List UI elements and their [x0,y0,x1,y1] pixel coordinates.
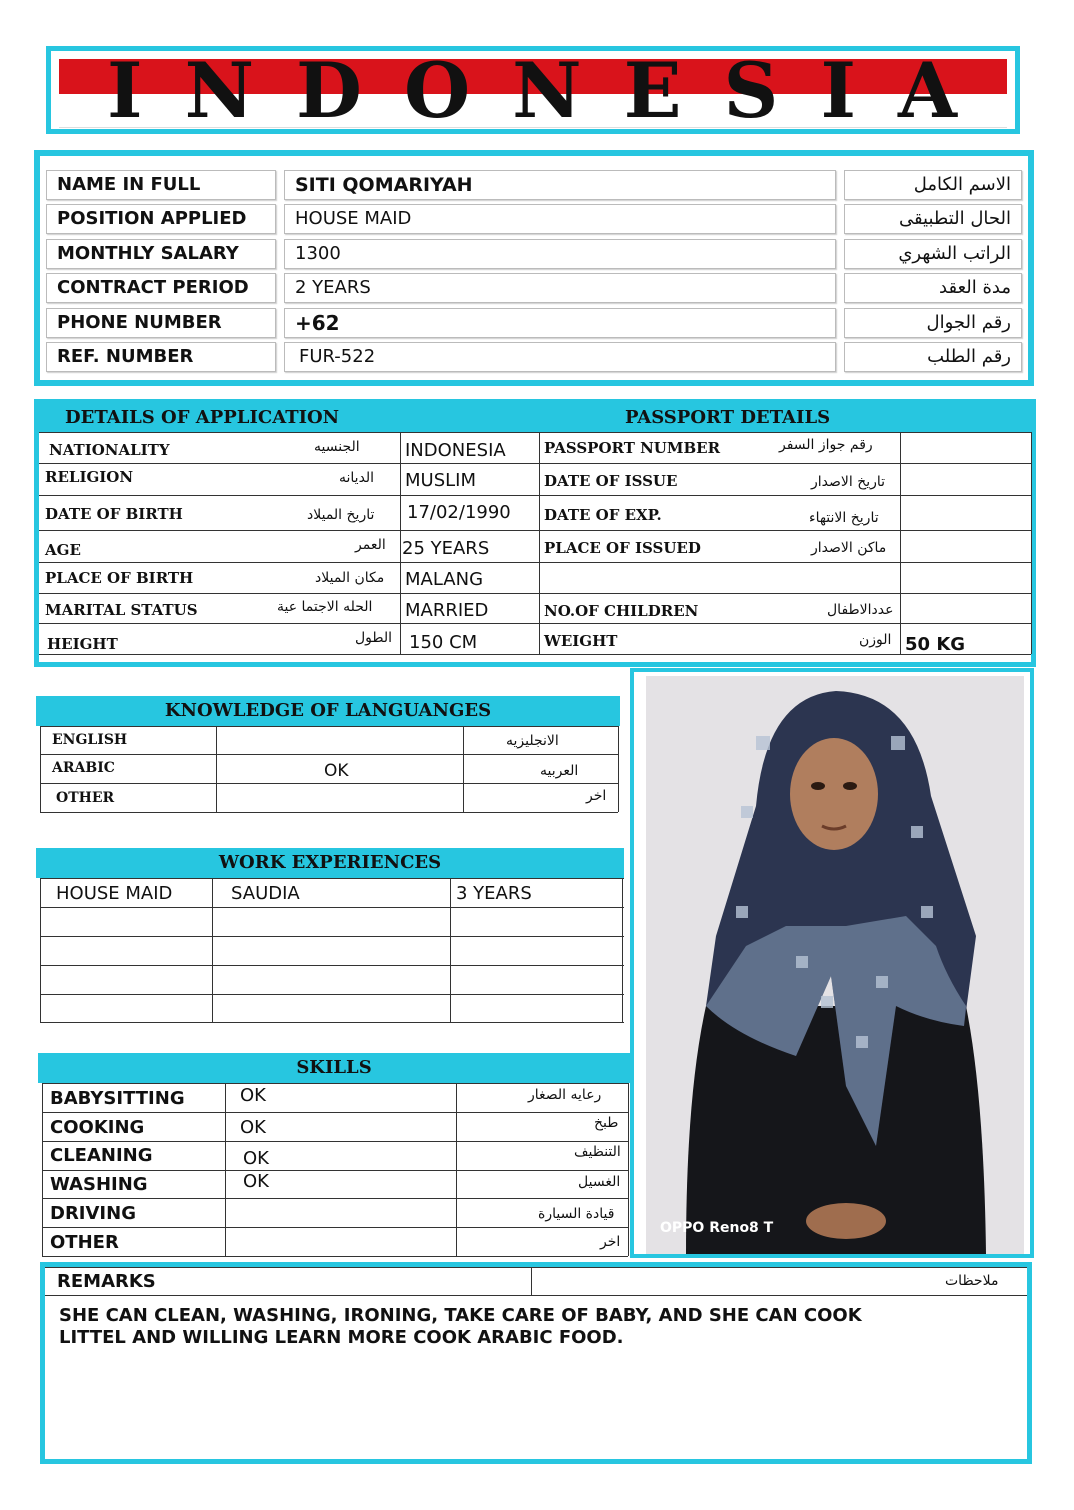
grid-line [463,726,464,812]
grid-line [42,1141,628,1142]
info-arabic: الحال التطبيقى [844,204,1022,234]
detail-label: DATE OF BIRTH [45,505,183,523]
skill-label: WASHING [50,1174,148,1195]
passport-label: DATE OF ISSUE [544,472,678,490]
work-experience-table [36,848,624,1026]
skills-table [38,1053,630,1257]
skill-arabic: التنظيف [574,1144,621,1160]
language-value: OK [324,761,349,781]
personal-info-table [34,150,1034,386]
grid-line [40,994,624,995]
skill-value: OK [240,1117,266,1138]
detail-label: NATIONALITY [49,441,170,459]
language-arabic: اخر [586,788,607,804]
skill-label: OTHER [50,1232,119,1253]
info-value: SITI QOMARIYAH [284,170,836,200]
applicant-photo-illustration [646,676,1024,1254]
remarks-box [40,1262,1032,1464]
passport-label: DATE OF EXP. [544,506,662,524]
grid-line [45,1267,1027,1268]
grid-line [40,878,41,1022]
grid-line [450,878,451,1022]
country-banner [46,46,1020,134]
passport-details-title: PASSPORT DETAILS [625,407,831,428]
grid-line [400,432,401,654]
detail-arabic: الحله الاجتما عية [277,599,373,615]
skill-value: OK [240,1085,266,1106]
grid-line [456,1083,457,1256]
work-experience-title: WORK EXPERIENCES [36,848,624,878]
grid-line [40,936,624,937]
info-arabic: مدة العقد [844,273,1022,303]
detail-value: 150 CM [409,632,478,653]
details-header [39,404,1031,432]
detail-label: AGE [45,541,81,559]
skill-label: DRIVING [50,1203,136,1224]
details-table [34,399,1036,667]
passport-arabic: الوزن [859,632,892,648]
grid-line [216,726,217,812]
info-label: POSITION APPLIED [46,204,276,234]
grid-line [212,878,213,1022]
detail-label: MARITAL STATUS [45,601,198,619]
detail-value: INDONESIA [405,440,506,461]
grid-line [39,463,1031,464]
grid-line [40,726,618,727]
grid-line [1031,432,1032,654]
detail-arabic: تاريخ الميلاد [307,507,375,523]
info-value: +62 [284,308,836,338]
detail-value: MARRIED [405,600,489,621]
grid-line [42,1170,628,1171]
detail-label: HEIGHT [47,635,118,653]
grid-line [42,1227,628,1228]
detail-label: RELIGION [45,468,134,486]
grid-line [39,495,1031,496]
skills-title: SKILLS [38,1053,630,1083]
info-label: CONTRACT PERIOD [46,273,276,303]
info-row [46,170,1024,200]
passport-arabic: عددالاطفال [827,602,894,618]
grid-line [618,726,619,812]
info-label: PHONE NUMBER [46,308,276,338]
grid-line [42,1083,43,1256]
info-arabic: رقم الجوال [844,308,1022,338]
grid-line [40,878,624,879]
info-row [46,204,1024,234]
skill-label: BABYSITTING [50,1088,185,1109]
grid-line [45,1295,1027,1296]
grid-line [42,1198,628,1199]
passport-arabic: تاريخ الانتهاء [809,510,879,526]
skill-label: COOKING [50,1117,145,1138]
info-arabic: الراتب الشهري [844,239,1022,269]
info-arabic: الاسم الكامل [844,170,1022,200]
remarks-line: LITTEL AND WILLING LEARN MORE COOK ARABIC FOOD. [59,1327,624,1348]
info-label: REF. NUMBER [46,342,276,372]
grid-line [39,530,1031,531]
grid-line [40,754,618,755]
camera-watermark: OPPO Reno8 T [660,1220,774,1236]
info-arabic: رقم الطلب [844,342,1022,372]
application-details-title: DETAILS OF APPLICATION [65,407,340,428]
grid-line [40,965,624,966]
info-value: 2 YEARS [284,273,836,303]
grid-line [39,593,1031,594]
info-row [46,273,1024,303]
grid-line [900,432,901,654]
language-arabic: الانجليزيه [506,733,559,749]
grid-line [40,1022,624,1023]
info-value: 1300 [284,239,836,269]
language-label: OTHER [56,790,115,806]
skill-value: OK [243,1171,269,1192]
language-arabic: العربيه [540,763,579,779]
passport-arabic: رقم جواز السفر [779,437,873,453]
detail-arabic: العمر [355,537,386,553]
info-row [46,239,1024,269]
grid-line [39,623,1031,624]
skill-arabic: اخر [600,1234,621,1250]
photo-frame [630,668,1034,1258]
grid-line [628,1083,629,1256]
info-label: MONTHLY SALARY [46,239,276,269]
remarks-line: SHE CAN CLEAN, WASHING, IRONING, TAKE CARE OF BABY, AND SHE CAN COOK [59,1305,862,1326]
grid-line [42,1256,628,1257]
grid-line [40,812,618,813]
remarks-arabic: ملاحظات [945,1273,999,1289]
detail-arabic: الطول [355,630,393,646]
info-row [46,308,1024,338]
detail-value: 25 YEARS [402,538,490,559]
info-row [46,342,1024,372]
grid-line [40,726,41,812]
skill-arabic: طبخ [594,1115,619,1131]
remarks-label: REMARKS [57,1271,156,1292]
applicant-photo [646,676,1024,1254]
languages-table [36,696,620,816]
skill-arabic: الغسيل [578,1174,621,1190]
grid-line [40,783,618,784]
grid-line [42,1112,628,1113]
info-value: FUR-522 [284,342,836,372]
detail-value: 17/02/1990 [407,502,511,523]
passport-arabic: تاريخ الاصدار [811,474,886,490]
grid-line [40,907,624,908]
remarks-text [59,1305,1009,1349]
grid-line [225,1083,226,1256]
skill-arabic: رعايه الصغار [528,1087,602,1103]
grid-line [39,432,1031,433]
detail-value: MALANG [405,569,484,590]
languages-title: KNOWLEDGE OF LANGUANGES [36,696,620,726]
weight-value: 50 KG [905,634,966,655]
language-label: ENGLISH [52,732,128,748]
detail-value: MUSLIM [405,470,476,491]
passport-label: WEIGHT [544,632,618,650]
grid-line [531,1267,532,1295]
detail-arabic: مكان الميلاد [315,570,385,586]
skill-label: CLEANING [50,1145,153,1166]
grid-line [539,432,540,654]
grid-line [42,1083,628,1084]
detail-label: PLACE OF BIRTH [45,569,194,587]
work-country: SAUDIA [231,883,300,904]
country-title: INDONESIA [107,45,999,135]
work-position: HOUSE MAID [56,883,173,904]
skill-value: OK [243,1148,269,1169]
detail-arabic: الديانه [339,470,375,486]
info-value: HOUSE MAID [284,204,836,234]
info-label: NAME IN FULL [46,170,276,200]
language-label: ARABIC [52,760,115,776]
grid-line [622,878,623,1022]
passport-label: PASSPORT NUMBER [544,439,721,457]
passport-label: NO.OF CHILDREN [544,602,699,620]
work-years: 3 YEARS [456,883,532,904]
grid-line [39,654,1031,655]
skill-arabic: قيادة السيارة [538,1206,615,1222]
grid-line [39,562,1031,563]
passport-label: PLACE OF ISSUED [544,539,701,557]
passport-arabic: ماكن الاصدار [811,540,887,556]
detail-arabic: الجنسيه [314,439,360,455]
